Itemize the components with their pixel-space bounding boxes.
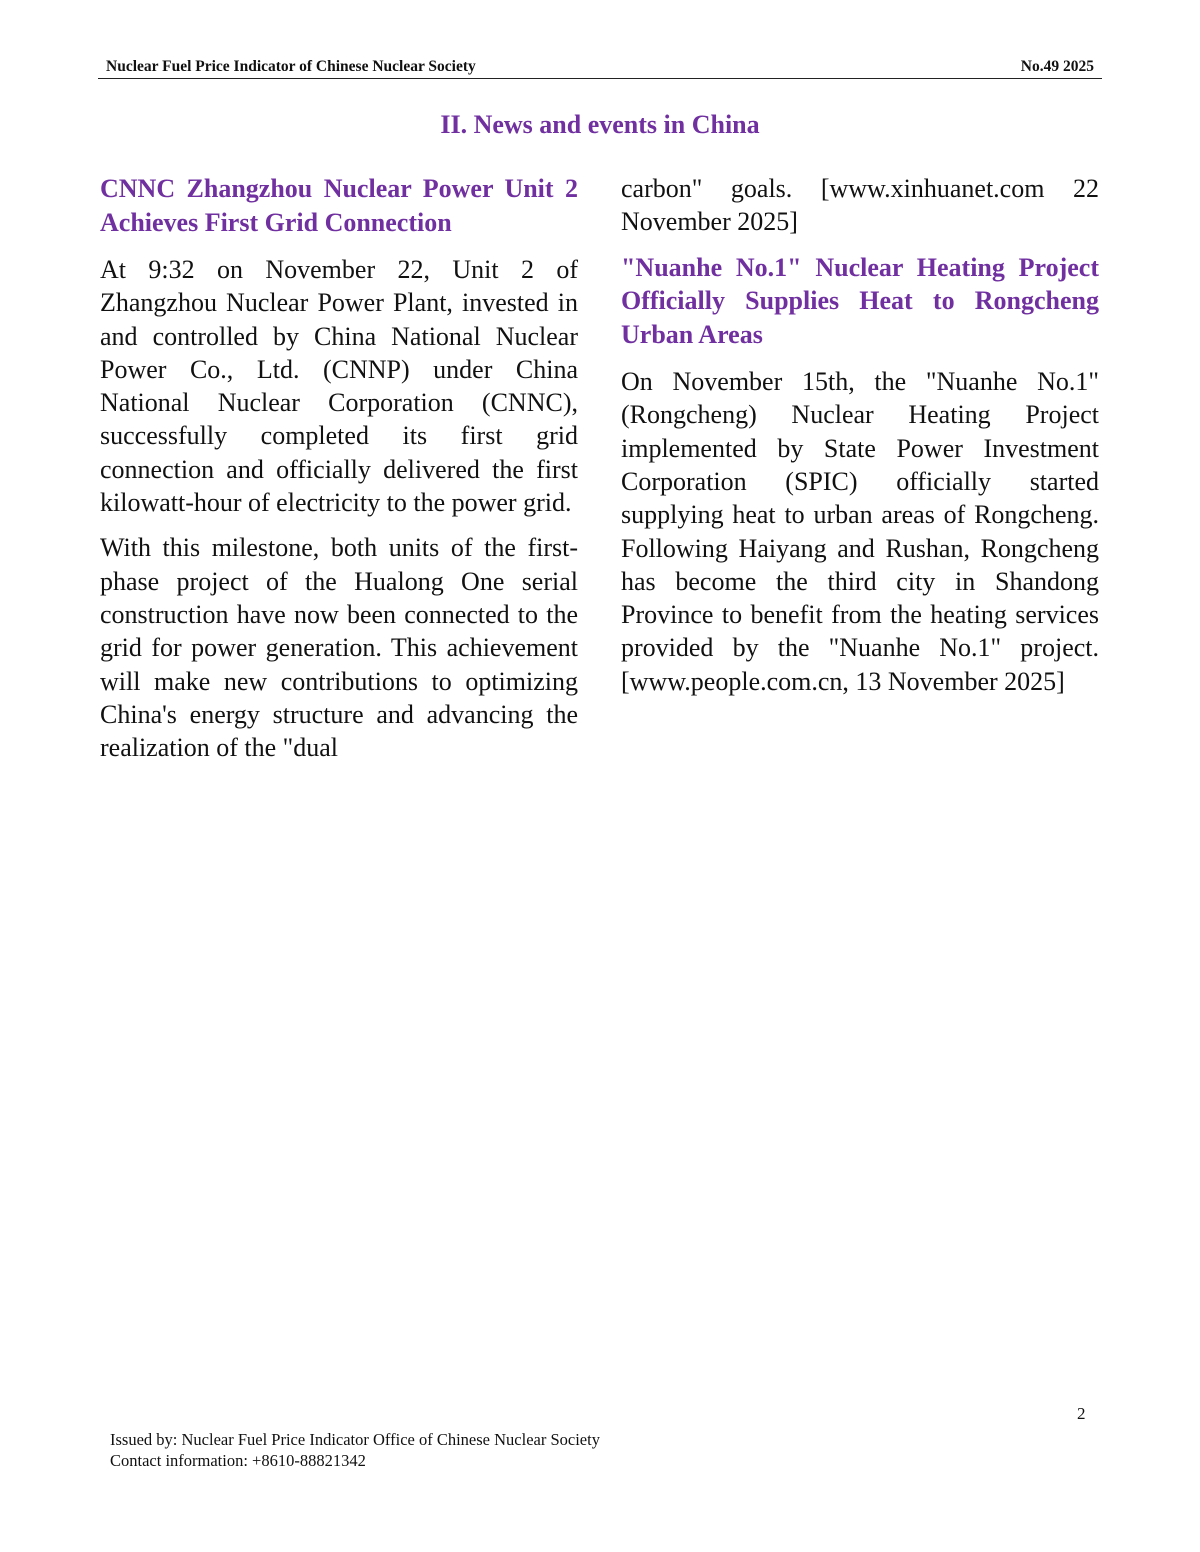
issue-number: No.49 2025 bbox=[1020, 58, 1094, 75]
article-paragraph: At 9:32 on November 22, Unit 2 of Zhangzhou Nuclear Power Plant, invested in and controlled by China National Nuclear Power Co., Ltd. (CNNP) under China National Nuclear Corporation (CNNC), successfully completed its first grid connection and officially delivered the first kilowatt-hour of electricity to the power grid. bbox=[100, 255, 578, 518]
footer bbox=[110, 1429, 600, 1471]
article-paragraph-continued: carbon" goals. [www.xinhuanet.com 22 November 2025] bbox=[621, 174, 1099, 237]
article-paragraph: With this milestone, both units of the first-phase project of the Hualong One serial construction have now been connected to the grid for power generation. This achievement will make new contributions to optimizing China's energy structure and advancing the realization of the "dual bbox=[100, 533, 578, 763]
section-title: II. News and events in China bbox=[440, 110, 760, 139]
right-column bbox=[621, 172, 1099, 710]
footer-contact: Contact information: +8610-88821342 bbox=[110, 1451, 366, 1470]
publication-name: Nuclear Fuel Price Indicator of Chinese Nuclear Society bbox=[106, 58, 476, 75]
left-column bbox=[100, 172, 578, 776]
article-headline-nuanhe: "Nuanhe No.1" Nuclear Heating Project Officially Supplies Heat to Rongcheng Urban Areas bbox=[621, 252, 1099, 349]
page-number: 2 bbox=[1077, 1404, 1086, 1423]
running-header bbox=[98, 56, 1102, 79]
article-headline-zhangzhou: CNNC Zhangzhou Nuclear Power Unit 2 Achieves First Grid Connection bbox=[100, 174, 578, 237]
footer-issued-by: Issued by: Nuclear Fuel Price Indicator Office of Chinese Nuclear Society bbox=[110, 1430, 600, 1449]
article-paragraph: On November 15th, the "Nuanhe No.1" (Rongcheng) Nuclear Heating Project implemented by State Power Investment Corporation (SPIC) officially started supplying heat to urban areas of Rongcheng. Following Haiyang and Rushan, Rongcheng has become the third city in Shandong Province to benefit from the heating services provided by the "Nuanhe No.1" project. [www.people.com.cn, 13 November 2025] bbox=[621, 367, 1099, 696]
